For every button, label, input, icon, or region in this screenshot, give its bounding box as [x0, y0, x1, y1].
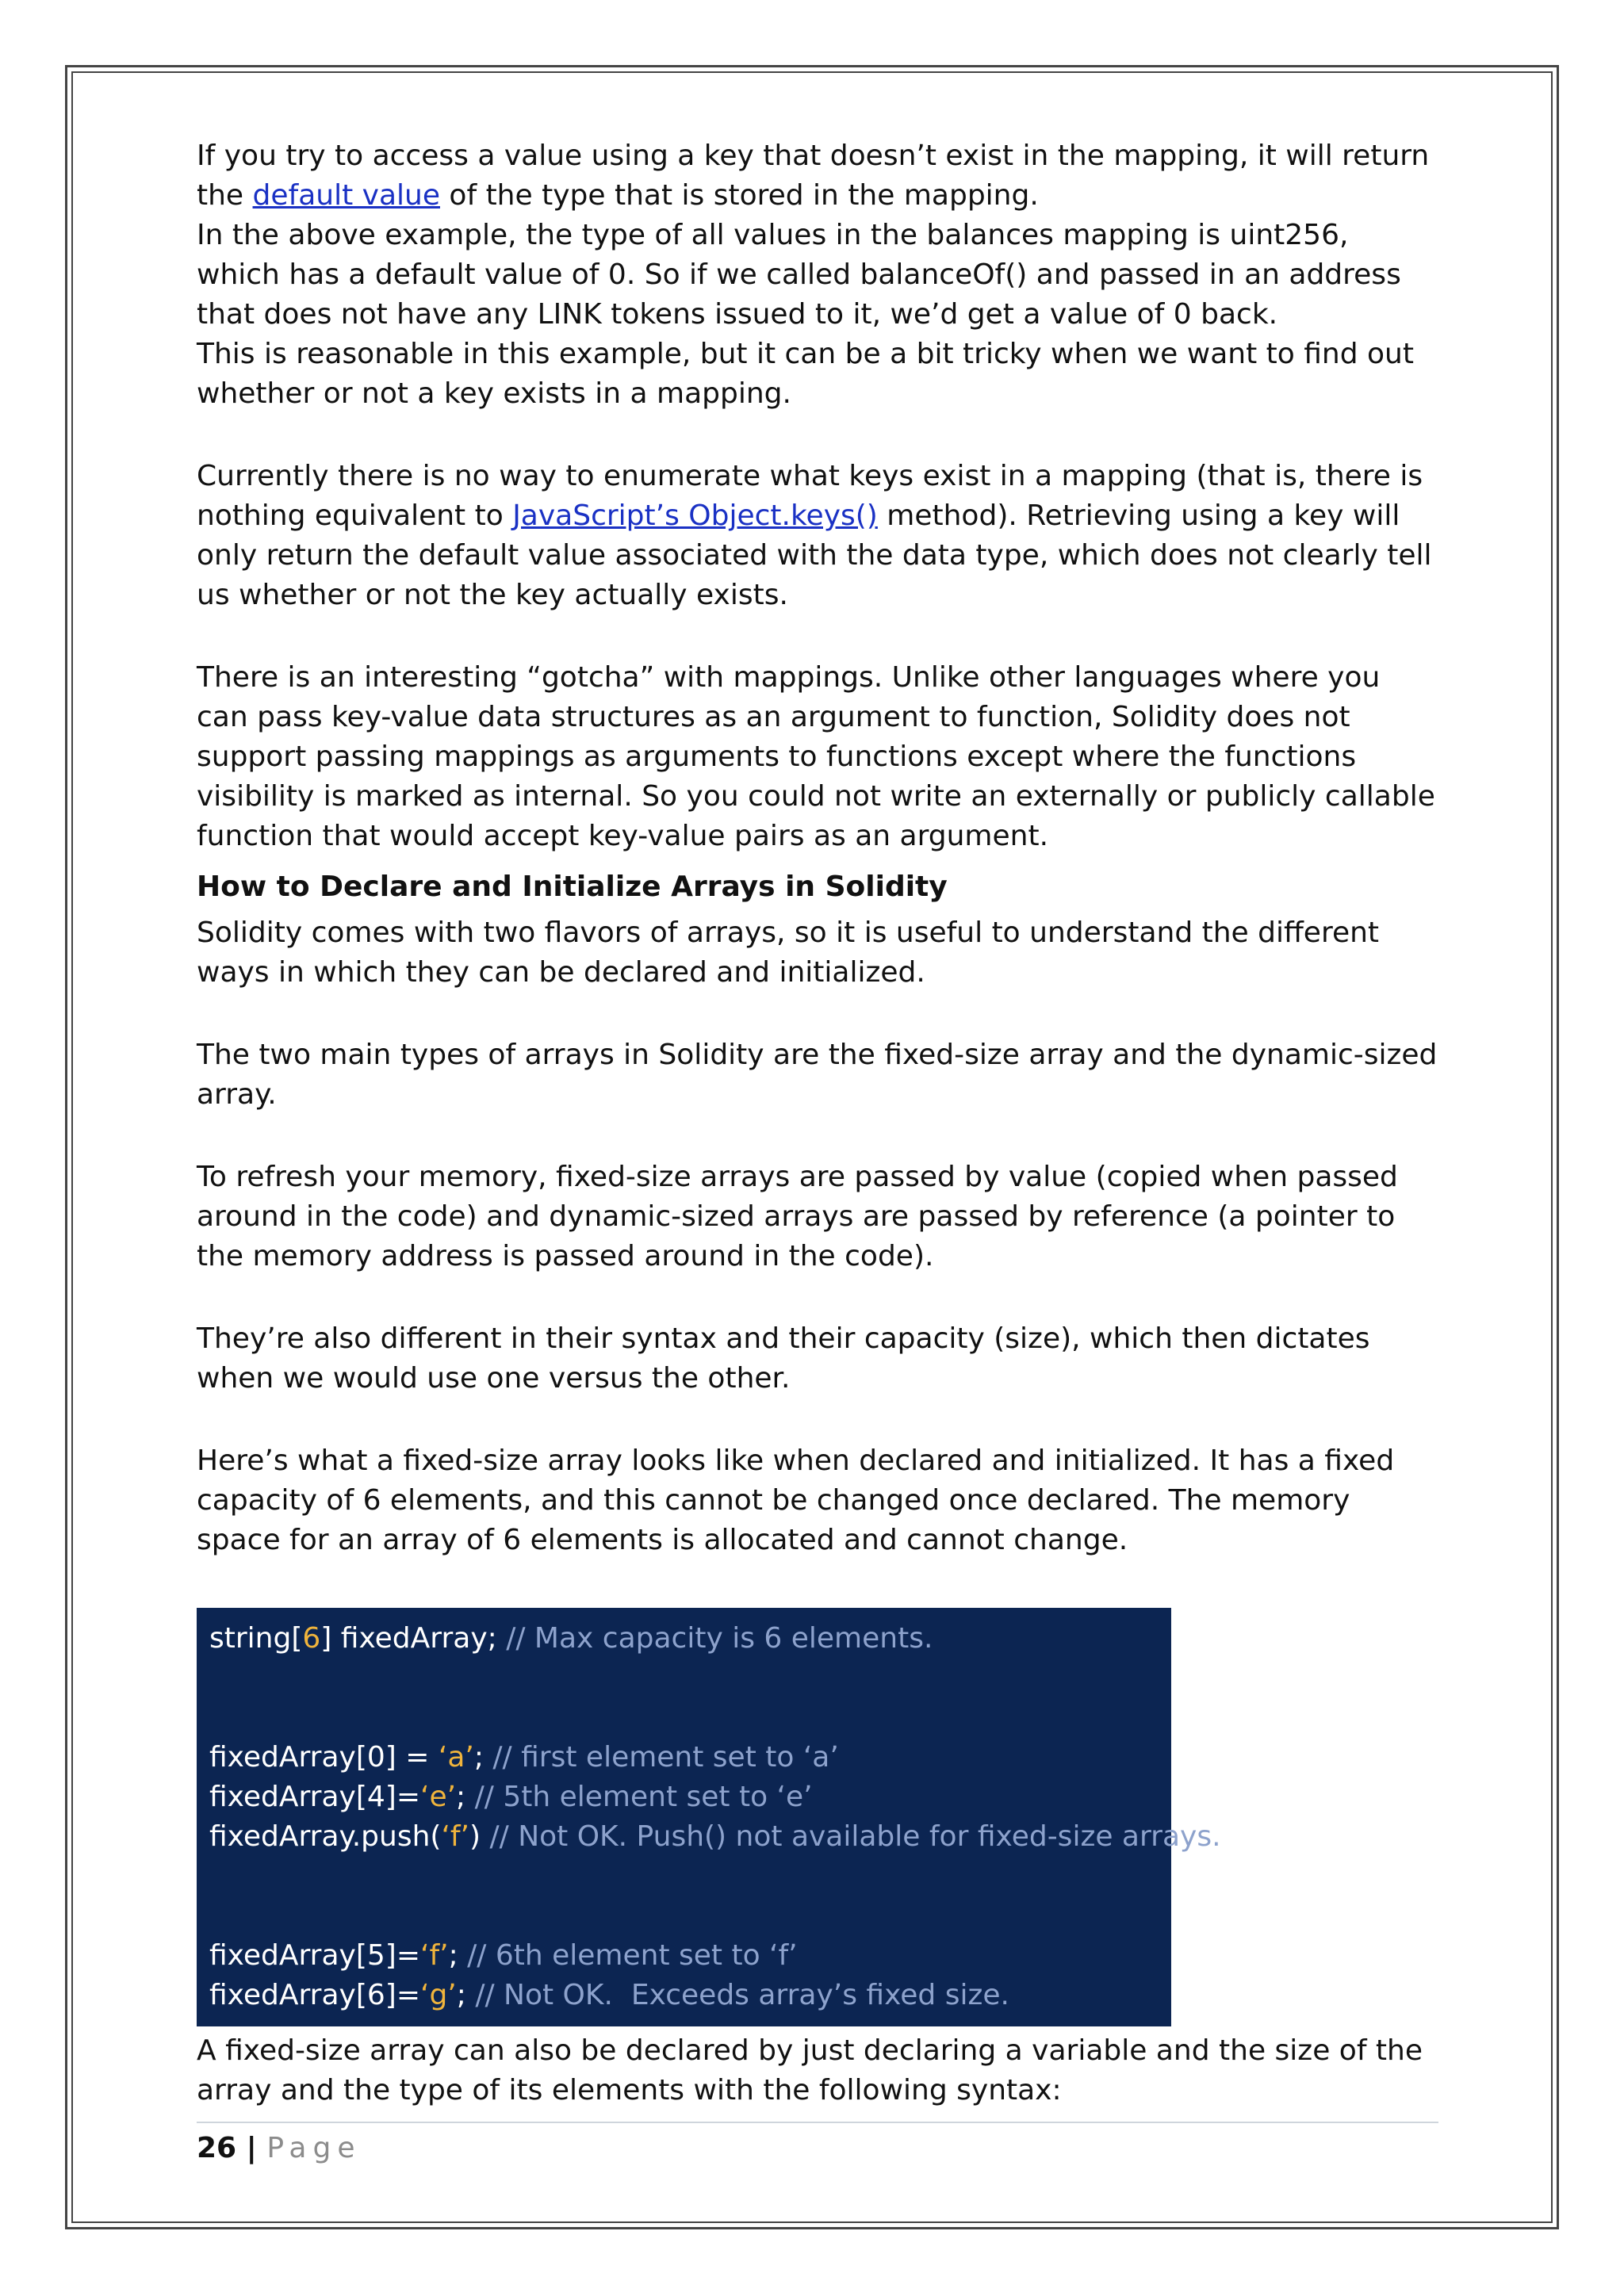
paragraph-main-types: The two main types of arrays in Solidity are the fixed-size array and the dynamic-sized array.	[197, 1039, 1438, 1111]
paragraph-uint256-example: In the above example, the type of all values in the balances mapping is uint256, which has a default value of 0. So if we called balanceOf() and passed in an address that does not have any LINK tokens issued to it, we’d get a value of 0 back.	[197, 219, 1401, 331]
footer-separator: |	[236, 2132, 267, 2164]
link-object-keys[interactable]: JavaScript’s Object.keys()	[512, 499, 878, 532]
paragraph-fixed-size-syntax: A fixed-size array can also be declared by just declaring a variable and the size of the array and the type of its elements with the following syntax:	[197, 2034, 1423, 2107]
code-line: fixedArray[4]=‘e’; // 5th element set to ‘e’	[209, 1781, 813, 1813]
link-default-value[interactable]: default value	[252, 179, 440, 212]
code-block	[197, 1608, 1221, 2026]
paragraph-gotcha: There is an interesting “gotcha” with mappings. Unlike other languages where you can pass key-value data structures as an argument to function, Solidity does not support passing mappings as arguments to functions except where the functions visibility is marked as internal. So you could not write an externally or publicly callable function that would accept key-value pairs as an argument.	[197, 661, 1435, 852]
paragraph-syntax-capacity: They’re also different in their syntax and their capacity (size), which then dictates when we would use one versus the other.	[197, 1322, 1370, 1395]
page-content	[197, 136, 1438, 2110]
paragraph-refresh-memory: To refresh your memory, fixed-size arrays are passed by value (copied when passed around in the code) and dynamic-sized arrays are passed by reference (a pointer to the memory address is passed around in the code).	[197, 1161, 1398, 1272]
code-line: string[6] fixedArray; // Max capacity is 6 elements.	[209, 1622, 933, 1655]
text: method). Retrieving using a key will only return the default value associated with the data type, which does not clearly tell us whether or not the key actually exists.	[197, 499, 1432, 611]
page-footer	[197, 2130, 361, 2168]
paragraph-enumerate-keys	[197, 457, 1438, 615]
paragraph-tricky: This is reasonable in this example, but it can be a bit tricky when we want to find out whether or not a key exists in a mapping.	[197, 338, 1414, 410]
section-heading-arrays: How to Declare and Initialize Arrays in Solidity	[197, 871, 948, 903]
code-line: fixedArray[5]=‘f’; // 6th element set to ‘f’	[209, 1939, 798, 1972]
paragraph-two-flavors: Solidity comes with two flavors of arrays, so it is useful to understand the different ways in which they can be declared and initialized.	[197, 916, 1380, 989]
code-line: fixedArray[0] = ‘a’; // first element set to ‘a’	[209, 1741, 839, 1774]
text: If you try to access a value using a key that doesn’t exist in the mapping, it will return the	[197, 140, 1430, 212]
code-line: fixedArray[6]=‘g’; // Not OK. Exceeds array’s fixed size.	[209, 1979, 1009, 2011]
code-line: fixedArray.push(‘f’) // Not OK. Push() not available for fixed-size arrays.	[209, 1820, 1221, 1853]
paragraph-fixed-size-example: Here’s what a fixed-size array looks like when declared and initialized. It has a fixed capacity of 6 elements, and this cannot be changed once declared. The memory space for an array of 6 elements is allocated and cannot change.	[197, 1445, 1395, 1556]
page-number: 26	[197, 2132, 237, 2164]
text: Currently there is no way to enumerate what keys exist in a mapping (that is, there is nothing equivalent to	[197, 460, 1423, 532]
page-label: Page	[266, 2132, 362, 2164]
paragraph-default-value	[197, 136, 1438, 216]
text: of the type that is stored in the mapping.	[439, 179, 1039, 212]
footer-divider	[197, 2122, 1438, 2123]
